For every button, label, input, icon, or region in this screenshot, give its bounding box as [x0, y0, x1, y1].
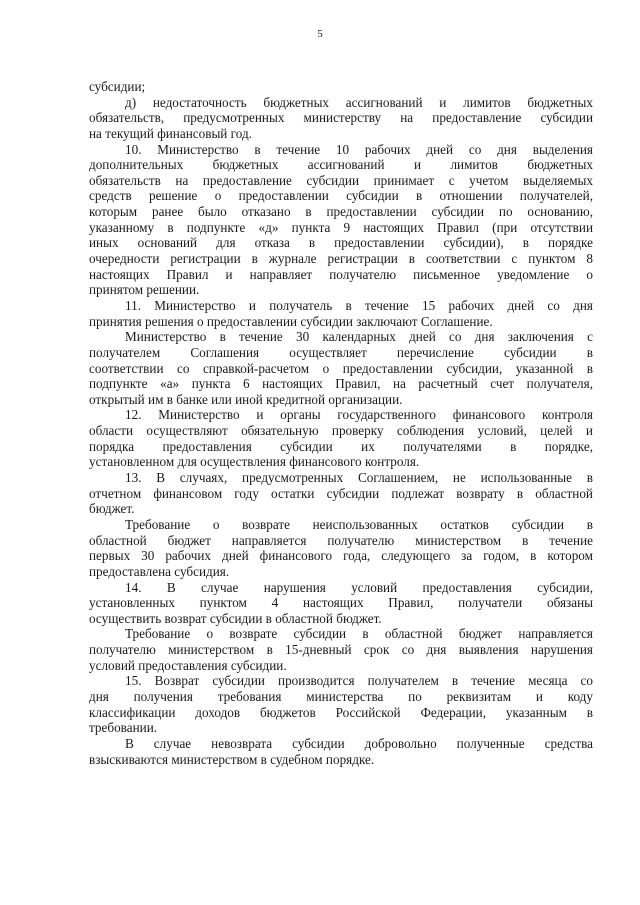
text-line: 14. В случае нарушения условий предоставления субсидии, [125, 579, 593, 595]
text-line: Требование о возврате неиспользованных остатков субсидии в [125, 516, 593, 532]
text-line: дополнительных бюджетных ассигнований и лимитов бюджетных [89, 157, 593, 173]
text-line: 11. Министерство и получатель в течение 15 рабочих дней со дня [125, 297, 593, 313]
text-line: на текущий финансовый год. [89, 125, 252, 141]
text-line: области осуществляют обязательную проверку соблюдения условий, целей и [89, 423, 593, 439]
text-line: средств решение о предоставлении субсидии в отношении получателей, [89, 188, 593, 204]
text-line: В случае невозврата субсидии добровольно полученные средства [125, 735, 593, 751]
text-line: получателю министерством в 15-дневный срок со дня выявления нарушения [89, 642, 593, 658]
text-line: 12. Министерство и органы государственного финансового контроля [125, 407, 593, 423]
text-line: дня получения требования министерства по реквизитам и коду [89, 688, 593, 704]
text-line: бюджет. [89, 501, 135, 517]
text-line: очередности регистрации в журнале регистрации в соответствии с пунктом 8 [89, 251, 593, 267]
text-line: требовании. [89, 720, 158, 736]
text-line: настоящих Правил и направляет получателю письменное уведомление о [89, 266, 593, 282]
text-line: получателем Соглашения осуществляет перечисление субсидии в [89, 344, 593, 360]
text-line: которым ранее было отказано в предоставлении субсидии по основанию, [89, 204, 593, 220]
text-line: отчетном финансовом году остатки субсидии подлежат возврату в областной [89, 485, 593, 501]
text-line: обязательств, предусмотренных министерству на предоставление субсидии [89, 110, 593, 126]
text-line: принятом решении. [89, 282, 200, 298]
text-line: первых 30 рабочих дней финансового года, следующего за годом, в котором [89, 548, 593, 564]
text-line: 10. Министерство в течение 10 рабочих дней со дня выделения [125, 141, 593, 157]
text-line: 15. Возврат субсидии производится получателем в течение месяца со [125, 673, 593, 689]
text-line: соответствии со справкой-расчетом о предоставлении субсидии, указанной в [89, 360, 593, 376]
text-line: д) недостаточность бюджетных ассигнований и лимитов бюджетных [125, 94, 593, 110]
text-line: условий предоставления субсидии. [89, 657, 287, 673]
text-line: установленном для осуществления финансового контроля. [89, 454, 420, 470]
text-line: субсидии; [89, 79, 146, 94]
text-line: Министерство в течение 30 календарных дней со дня заключения с [125, 329, 593, 345]
text-line: предоставлена субсидия. [89, 563, 230, 579]
document-body [89, 79, 593, 767]
text-line: указанному в подпункте «д» пункта 9 настоящих Правил (при отсутствии [89, 219, 593, 235]
text-line: принятия решения о предоставлении субсидии заключают Соглашение. [89, 313, 493, 329]
text-line: подпункте «а» пункта 6 настоящих Правил, на расчетный счет получателя, [89, 376, 593, 392]
text-line: порядка предоставления субсидии их получателями в порядке, [89, 438, 593, 454]
text-line: иных оснований для отказа в предоставлении субсидии), в порядке [89, 235, 593, 251]
text-line: осуществить возврат субсидии в областной бюджет. [89, 610, 382, 626]
text-line: обязательств на предоставление субсидии принимает с учетом выделяемых [89, 172, 593, 188]
text-line: установленных пунктом 4 настоящих Правил, получатели обязаны [89, 595, 593, 611]
page-number: 5 [317, 28, 323, 40]
text-line: областной бюджет направляется получателю министерством в течение [89, 532, 593, 548]
text-line: открытый им в банке или иной кредитной организации. [89, 391, 403, 407]
text-line: взыскиваются министерством в судебном порядке. [89, 751, 375, 767]
text-line: классификации доходов бюджетов Российской Федерации, указанным в [89, 704, 593, 720]
text-line: 13. В случаях, предусмотренных Соглашением, не использованные в [125, 470, 593, 486]
text-line: Требование о возврате субсидии в областной бюджет направляется [125, 626, 593, 642]
